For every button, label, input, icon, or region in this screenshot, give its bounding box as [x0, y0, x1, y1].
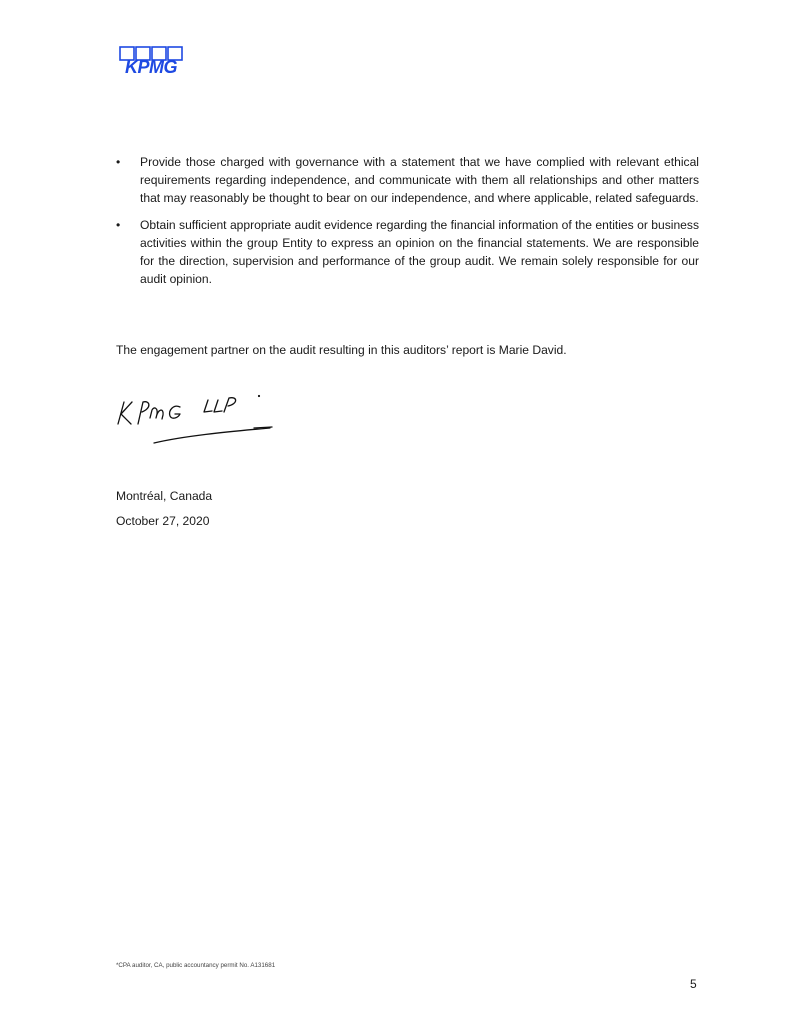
footnote-permit: *CPA auditor, CA, public accountancy permit No. A131681	[116, 962, 276, 969]
bullet-list	[116, 153, 699, 296]
sig-stroke	[150, 408, 163, 419]
logo-wordmark: KPMG	[125, 57, 177, 76]
bullet-text: Obtain sufficient appropriate audit evidence regarding the financial information of the entities or business activities within the group Entity to express an opinion on the financial statements. We are responsible for the direction, supervision and performance of the group audit. We remain solely responsible for our audit opinion.	[140, 217, 699, 287]
kpmg-logo	[116, 46, 186, 76]
bullet-marker: •	[116, 217, 121, 232]
sign-off-city: Montréal, Canada	[116, 489, 213, 503]
sig-underline	[154, 428, 270, 443]
signature-graphic	[114, 388, 278, 450]
sig-stroke	[138, 402, 149, 424]
sig-stroke	[118, 402, 124, 424]
page-number: 5	[690, 977, 697, 991]
kpmg-logo-graphic	[116, 46, 186, 76]
sig-stroke	[214, 400, 222, 412]
sig-stroke	[204, 400, 212, 412]
engagement-partner-statement: The engagement partner on the audit resulting in this auditors’ report is Marie David.	[116, 343, 567, 357]
sig-stroke	[224, 398, 236, 412]
bullet-item-governance	[116, 153, 699, 208]
bullet-item-audit-evidence	[116, 216, 699, 289]
sig-stroke	[170, 406, 180, 418]
sign-off-date: October 27, 2020	[116, 514, 210, 528]
signature	[114, 388, 278, 450]
bullet-marker: •	[116, 155, 121, 169]
sig-dot	[258, 395, 260, 397]
bullet-text: Provide those charged with governance with a statement that we have complied with relevant ethical requirements regarding independence, and communicate with them all relationships and other matters that may reasonably be thought to bear on our independence, and where applicable, related safeguards.	[140, 155, 699, 206]
